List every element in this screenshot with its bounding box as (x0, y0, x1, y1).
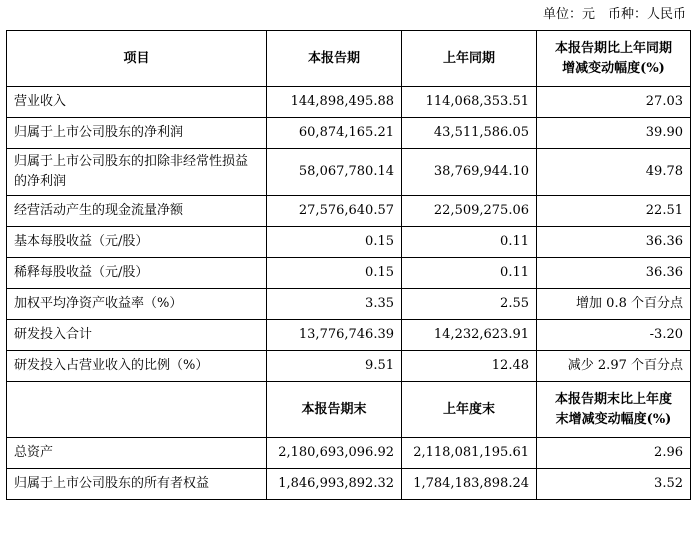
row-current-value: 144,898,495.88 (267, 87, 402, 118)
row-label: 归属于上市公司股东的扣除非经常性损益的净利润 (7, 149, 267, 196)
row-label: 研发投入占营业收入的比例（%） (7, 351, 267, 382)
row-change-value: 27.03 (537, 87, 691, 118)
header-item-blank (7, 382, 267, 438)
row-current-value: 60,874,165.21 (267, 118, 402, 149)
row-current-value: 0.15 (267, 258, 402, 289)
row-label: 研发投入合计 (7, 320, 267, 351)
row-prior-value: 2.55 (402, 289, 537, 320)
table-row (7, 438, 691, 469)
header-change-end-line2: 末增减变动幅度(%) (555, 411, 672, 427)
row-label: 归属于上市公司股东的净利润 (7, 118, 267, 149)
header-row-period-end (7, 382, 691, 438)
row-change-value: 增加 0.8 个百分点 (537, 289, 691, 320)
table-row (7, 118, 691, 149)
row-change-value: 减少 2.97 个百分点 (537, 351, 691, 382)
header-change-percent-end (537, 382, 691, 438)
row-prior-value: 2,118,081,195.61 (402, 438, 537, 469)
row-change-value: 39.90 (537, 118, 691, 149)
row-prior-value: 43,511,586.05 (402, 118, 537, 149)
row-current-value: 2,180,693,096.92 (267, 438, 402, 469)
row-prior-value: 0.11 (402, 227, 537, 258)
row-label: 营业收入 (7, 87, 267, 118)
table-row (7, 469, 691, 500)
table-row (7, 227, 691, 258)
header-change-line1: 本报告期比上年同期 (554, 40, 672, 56)
header-current-period-end: 本报告期末 (267, 382, 402, 438)
row-prior-value: 14,232,623.91 (402, 320, 537, 351)
row-prior-value: 12.48 (402, 351, 537, 382)
row-current-value: 58,067,780.14 (267, 149, 402, 196)
row-change-value: 49.78 (537, 149, 691, 196)
financial-data-table (6, 30, 691, 500)
table-row (7, 149, 691, 196)
row-current-value: 27,576,640.57 (267, 196, 402, 227)
table-row (7, 351, 691, 382)
row-change-value: 36.36 (537, 227, 691, 258)
row-current-value: 1,846,993,892.32 (267, 469, 402, 500)
row-prior-value: 114,068,353.51 (402, 87, 537, 118)
row-label: 归属于上市公司股东的所有者权益 (7, 469, 267, 500)
row-prior-value: 22,509,275.06 (402, 196, 537, 227)
row-change-value: 3.52 (537, 469, 691, 500)
table-row (7, 258, 691, 289)
row-label: 总资产 (7, 438, 267, 469)
row-label: 基本每股收益（元/股） (7, 227, 267, 258)
row-label: 稀释每股收益（元/股） (7, 258, 267, 289)
row-change-value: 22.51 (537, 196, 691, 227)
unit-currency-note: 单位：元 币种：人民币 (542, 7, 686, 22)
row-current-value: 3.35 (267, 289, 402, 320)
header-prior-year-end: 上年度末 (402, 382, 537, 438)
header-prior-period: 上年同期 (402, 31, 537, 87)
row-change-value: 36.36 (537, 258, 691, 289)
row-prior-value: 0.11 (402, 258, 537, 289)
row-current-value: 9.51 (267, 351, 402, 382)
row-current-value: 13,776,746.39 (267, 320, 402, 351)
table-row (7, 87, 691, 118)
row-prior-value: 1,784,183,898.24 (402, 469, 537, 500)
table-row (7, 320, 691, 351)
header-change-percent (537, 31, 691, 87)
row-label: 经营活动产生的现金流量净额 (7, 196, 267, 227)
header-row-period (7, 31, 691, 87)
row-current-value: 0.15 (267, 227, 402, 258)
header-item: 项目 (7, 31, 267, 87)
row-change-value: 2.96 (537, 438, 691, 469)
table-row (7, 289, 691, 320)
row-label: 加权平均净资产收益率（%） (7, 289, 267, 320)
table-row (7, 196, 691, 227)
row-change-value: -3.20 (537, 320, 691, 351)
header-change-line2: 增减变动幅度(%) (562, 60, 665, 76)
header-change-end-line1: 本报告期末比上年度 (554, 391, 672, 407)
row-prior-value: 38,769,944.10 (402, 149, 537, 196)
header-current-period: 本报告期 (267, 31, 402, 87)
